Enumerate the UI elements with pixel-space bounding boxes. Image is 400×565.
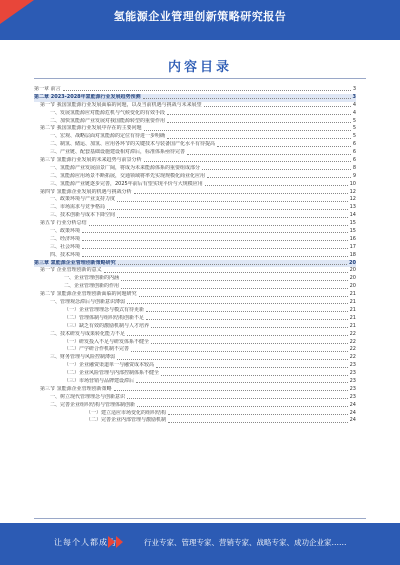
toc-leader-dots bbox=[217, 146, 351, 147]
toc-entry[interactable] bbox=[34, 275, 356, 283]
toc-entry-page: 15 bbox=[349, 220, 356, 227]
toc-leader-dots bbox=[207, 177, 351, 178]
toc-entry-label: 第三节 氢能源企业管理创新策略 bbox=[40, 385, 112, 392]
toc-entry-label: （一）研发投入不足与研发体系不健全 bbox=[64, 338, 150, 345]
toc-entry[interactable] bbox=[34, 370, 356, 378]
toc-entry-page: 23 bbox=[349, 393, 356, 400]
toc-entry[interactable] bbox=[34, 283, 356, 291]
toc-leader-dots bbox=[167, 138, 351, 139]
toc-entry-page: 17 bbox=[349, 243, 356, 250]
toc-leader-dots bbox=[156, 367, 348, 368]
toc-entry-label: 第二节 氢能源企业管理创新面临的问题研究 bbox=[40, 291, 137, 298]
toc-entry-page: 22 bbox=[349, 346, 356, 353]
toc-entry[interactable] bbox=[34, 102, 356, 110]
toc-entry-label: 一、企业管理创新的内涵 bbox=[64, 275, 120, 282]
toc-entry-label: 第四节 氢能源企业发展的机遇与挑战分析 bbox=[40, 188, 132, 195]
toc-entry-label: 三、社会环境 bbox=[50, 243, 81, 250]
toc-entry-page: 23 bbox=[349, 362, 356, 369]
toc-entry[interactable] bbox=[34, 86, 356, 94]
toc-entry[interactable] bbox=[34, 212, 356, 220]
toc-entry-page: 24 bbox=[349, 401, 356, 408]
toc-leader-dots bbox=[151, 343, 348, 344]
toc-entry[interactable] bbox=[34, 362, 356, 370]
toc-entry-page: 21 bbox=[349, 322, 356, 329]
footer-slogan-left: 让每个人都成为 bbox=[54, 538, 117, 547]
toc-entry-page: 23 bbox=[349, 377, 356, 384]
toc-leader-dots bbox=[82, 248, 348, 249]
toc-leader-dots bbox=[82, 232, 348, 233]
toc-entry[interactable] bbox=[34, 252, 356, 260]
toc-entry[interactable] bbox=[34, 157, 356, 165]
arrow-icon bbox=[108, 535, 126, 549]
toc-leader-dots bbox=[204, 106, 351, 107]
toc-entry-page: 24 bbox=[349, 417, 356, 424]
toc-entry-label: 第二节 我国氢能源行业发展中存在的主要问题 bbox=[40, 125, 142, 132]
toc-entry[interactable] bbox=[34, 378, 356, 386]
toc-entry[interactable] bbox=[34, 228, 356, 236]
toc-leader-dots bbox=[146, 311, 348, 312]
toc-entry-page: 21 bbox=[349, 291, 356, 298]
toc-leader-dots bbox=[117, 359, 348, 360]
toc-entry-label: 二、经济环境 bbox=[50, 235, 81, 242]
toc-leader-dots bbox=[187, 154, 351, 155]
toc-leader-dots bbox=[127, 303, 348, 304]
header-banner bbox=[0, 0, 400, 40]
toc-entry-label: 三、氢能源产业链逐步完善，2025年前后有望实现平价与大规模应用 bbox=[50, 180, 203, 187]
toc-leader-dots bbox=[139, 296, 348, 297]
toc-entry[interactable] bbox=[34, 315, 356, 323]
toc-leader-dots bbox=[202, 169, 351, 170]
toc-entry-page: 4 bbox=[352, 101, 356, 108]
toc-entry-page: 22 bbox=[349, 330, 356, 337]
toc-entry-page: 9 bbox=[352, 172, 356, 179]
toc-title: 内容目录 bbox=[167, 60, 232, 75]
toc-entry[interactable] bbox=[34, 417, 356, 425]
toc-entry-label: 三、技术创新与成本下降空间 bbox=[50, 212, 116, 219]
toc-leader-dots bbox=[121, 288, 348, 289]
toc-entry[interactable] bbox=[34, 339, 356, 347]
toc-leader-dots bbox=[168, 422, 348, 423]
divider bbox=[34, 78, 366, 79]
toc-entry-page: 24 bbox=[349, 409, 356, 416]
footer-slogan-right: 行业专家、管理专家、营销专家、战略专家、成功企业家…… bbox=[144, 538, 347, 547]
toc-leader-dots bbox=[137, 406, 348, 407]
toc-entry-page: 6 bbox=[352, 149, 356, 156]
toc-entry-label: （二）管理体制与组织结构创新不足 bbox=[64, 314, 145, 321]
toc-leader-dots bbox=[144, 161, 351, 162]
toc-entry-page: 12 bbox=[349, 188, 356, 195]
toc-entry[interactable] bbox=[34, 173, 356, 181]
toc-leader-dots bbox=[63, 90, 351, 91]
toc-entry[interactable] bbox=[34, 189, 356, 197]
toc-entry-page: 6 bbox=[352, 157, 356, 164]
toc-entry-label: 二、技术研发与成果转化能力不足 bbox=[50, 330, 126, 337]
toc-entry-page: 16 bbox=[349, 235, 356, 242]
toc-entry-label: （一）企业管理理念与模式有待更新 bbox=[64, 306, 145, 313]
toc-entry-label: 一、发展氢能源应对能源危机与气候变化的有效手段 bbox=[50, 109, 166, 116]
toc-entry[interactable] bbox=[34, 354, 356, 362]
toc-entry-page: 3 bbox=[352, 93, 356, 100]
toc-leader-dots bbox=[89, 225, 348, 226]
toc-leader-dots bbox=[114, 390, 348, 391]
toc-entry-label: （二）完善企业内部管理与激励机制 bbox=[86, 417, 167, 424]
toc-entry[interactable] bbox=[34, 323, 356, 331]
toc-leader-dots bbox=[161, 375, 348, 376]
toc-entry-page: 12 bbox=[349, 196, 356, 203]
toc-entry-page: 10 bbox=[349, 180, 356, 187]
toc-entry-page: 5 bbox=[352, 125, 356, 132]
toc-leader-dots bbox=[136, 382, 348, 383]
toc-entry[interactable] bbox=[34, 220, 356, 228]
toc-leader-dots bbox=[117, 201, 348, 202]
toc-entry-label: 第一节 我国氢能源行业发展面临的问题，以及当前机遇与挑战与未来展望 bbox=[40, 101, 202, 108]
toc-entry[interactable] bbox=[34, 125, 356, 133]
toc-leader-dots bbox=[144, 130, 351, 131]
toc-entry-label: 三、财务管理与风险控制薄弱 bbox=[50, 354, 116, 361]
toc-leader-dots bbox=[151, 327, 348, 328]
toc-entry[interactable] bbox=[34, 204, 356, 212]
toc-entry-page: 20 bbox=[349, 283, 356, 290]
toc-entry-label: （二）产学研合作机制不完善 bbox=[64, 346, 130, 353]
toc-entry-page: 14 bbox=[349, 212, 356, 219]
toc-leader-dots bbox=[121, 280, 348, 281]
toc-entry[interactable] bbox=[34, 386, 356, 394]
toc-entry-label: （一）企业融资渠道单一与融资成本较高 bbox=[64, 362, 155, 369]
toc-entry-page: 5 bbox=[352, 133, 356, 140]
toc-entry-label: 二、制氢、储运、加氢、应用各环节的关键技术与装备国产化水平有待提高 bbox=[50, 141, 216, 148]
toc-entry[interactable] bbox=[34, 196, 356, 204]
toc-entry[interactable] bbox=[34, 346, 356, 354]
toc-entry[interactable] bbox=[34, 181, 356, 189]
toc-entry-label: （三）市场营销与品牌建设滞后 bbox=[64, 377, 135, 384]
footer-banner bbox=[0, 523, 400, 565]
toc-entry-label: 二、企业管理创新的作用 bbox=[64, 283, 120, 290]
toc-entry-label: （一）建立适应市场变化的组织结构 bbox=[86, 409, 167, 416]
toc-entry-label: 第一章 前言 bbox=[34, 86, 61, 92]
toc-entry-label: 一、政策环境 bbox=[50, 228, 81, 235]
toc-entry[interactable] bbox=[34, 133, 356, 141]
toc-entry-label: 二、加快氢能源产业发展对我国能源转型的重要作用 bbox=[50, 117, 166, 124]
toc-entry-page: 22 bbox=[349, 354, 356, 361]
toc-entry[interactable] bbox=[34, 331, 356, 339]
toc-leader-dots bbox=[205, 185, 348, 186]
toc-entry-label: 第三章 氢能源企业管理创新策略研究 bbox=[34, 259, 116, 266]
toc-entry[interactable] bbox=[34, 260, 356, 268]
toc-entry[interactable] bbox=[34, 244, 356, 252]
toc-entry-label: 二、市场需求与竞争格局 bbox=[50, 204, 106, 211]
toc-leader-dots bbox=[118, 264, 347, 265]
toc-leader-dots bbox=[168, 414, 348, 415]
toc-entry-page: 21 bbox=[349, 306, 356, 313]
toc-entry-label: 第三节 氢能源行业发展的未来趋势与前景分析 bbox=[40, 157, 142, 164]
toc-entry[interactable] bbox=[34, 165, 356, 173]
toc-entry-label: 一、树立现代管理理念与创新意识 bbox=[50, 393, 126, 400]
toc-leader-dots bbox=[82, 240, 348, 241]
toc-entry-label: 三、产业链、配套基础设施建设相对滞后，标准体系亟待完善 bbox=[50, 149, 186, 156]
toc-entry[interactable] bbox=[34, 236, 356, 244]
toc-entry-page: 20 bbox=[349, 275, 356, 282]
toc-leader-dots bbox=[127, 398, 348, 399]
table-of-contents bbox=[34, 86, 356, 425]
toc-leader-dots bbox=[167, 122, 351, 123]
toc-entry-page: 3 bbox=[352, 86, 356, 92]
toc-entry-page: 6 bbox=[352, 141, 356, 148]
toc-entry-label: 一、管理观念滞后与创新意识薄弱 bbox=[50, 299, 126, 306]
report-title: 氢能源企业管理创新策略研究报告 bbox=[113, 10, 287, 23]
toc-entry-label: 第二章 2023-2028年氢能源行业发展趋势预测 bbox=[34, 93, 141, 100]
toc-leader-dots bbox=[117, 217, 348, 218]
toc-entry[interactable] bbox=[34, 94, 356, 102]
toc-entry-label: 一、氢能源产业发展前景广阔，将成为未来能源体系的重要组成部分 bbox=[50, 164, 201, 171]
toc-entry-label: 第一节 企业管理创新的意义 bbox=[40, 267, 102, 274]
toc-entry-page: 4 bbox=[352, 109, 356, 116]
toc-entry-page: 20 bbox=[349, 267, 356, 274]
toc-leader-dots bbox=[127, 335, 348, 336]
toc-entry[interactable] bbox=[34, 299, 356, 307]
toc-leader-dots bbox=[134, 193, 348, 194]
toc-leader-dots bbox=[143, 98, 351, 99]
divider bbox=[34, 518, 366, 519]
toc-entry[interactable] bbox=[34, 291, 356, 299]
toc-entry[interactable] bbox=[34, 307, 356, 315]
toc-entry-label: 第五节 行业分析总结 bbox=[40, 220, 87, 227]
toc-entry-page: 22 bbox=[349, 338, 356, 345]
toc-entry-label: 一、宏观、战略层面对氢能源的定位有待进一步明确 bbox=[50, 133, 166, 140]
toc-entry[interactable] bbox=[34, 410, 356, 418]
toc-entry[interactable] bbox=[34, 149, 356, 157]
toc-leader-dots bbox=[131, 351, 348, 352]
toc-leader-dots bbox=[167, 114, 351, 115]
toc-entry[interactable] bbox=[34, 394, 356, 402]
toc-entry-page: 13 bbox=[349, 204, 356, 211]
toc-entry-page: 8 bbox=[352, 164, 356, 171]
toc-entry-page: 15 bbox=[349, 228, 356, 235]
toc-entry-page: 23 bbox=[349, 385, 356, 392]
toc-entry-label: 四、技术环境 bbox=[50, 251, 81, 258]
toc-entry-label: （三）缺乏有效的激励机制与人才培养 bbox=[64, 322, 150, 329]
toc-entry[interactable] bbox=[34, 267, 356, 275]
toc-entry-label: （二）企业风险管理与内部控制体系不健全 bbox=[64, 370, 160, 377]
toc-leader-dots bbox=[82, 256, 348, 257]
toc-entry-page: 5 bbox=[352, 117, 356, 124]
toc-entry-page: 20 bbox=[349, 259, 356, 266]
toc-leader-dots bbox=[104, 272, 348, 273]
toc-entry[interactable] bbox=[34, 141, 356, 149]
toc-entry-label: 一、政策环境与产业支持力度 bbox=[50, 196, 116, 203]
toc-entry-page: 18 bbox=[349, 251, 356, 258]
toc-entry[interactable] bbox=[34, 118, 356, 126]
toc-entry[interactable] bbox=[34, 110, 356, 118]
toc-entry-page: 23 bbox=[349, 370, 356, 377]
toc-entry-page: 21 bbox=[349, 314, 356, 321]
toc-entry[interactable] bbox=[34, 402, 356, 410]
toc-leader-dots bbox=[107, 209, 348, 210]
toc-entry-label: 二、完善企业组织结构与管理体制创新 bbox=[50, 401, 136, 408]
toc-entry-page: 21 bbox=[349, 299, 356, 306]
toc-entry-label: 二、氢能源应用场景不断拓展，交通领域将率先实现规模化商业化应用 bbox=[50, 172, 206, 179]
toc-leader-dots bbox=[146, 319, 348, 320]
